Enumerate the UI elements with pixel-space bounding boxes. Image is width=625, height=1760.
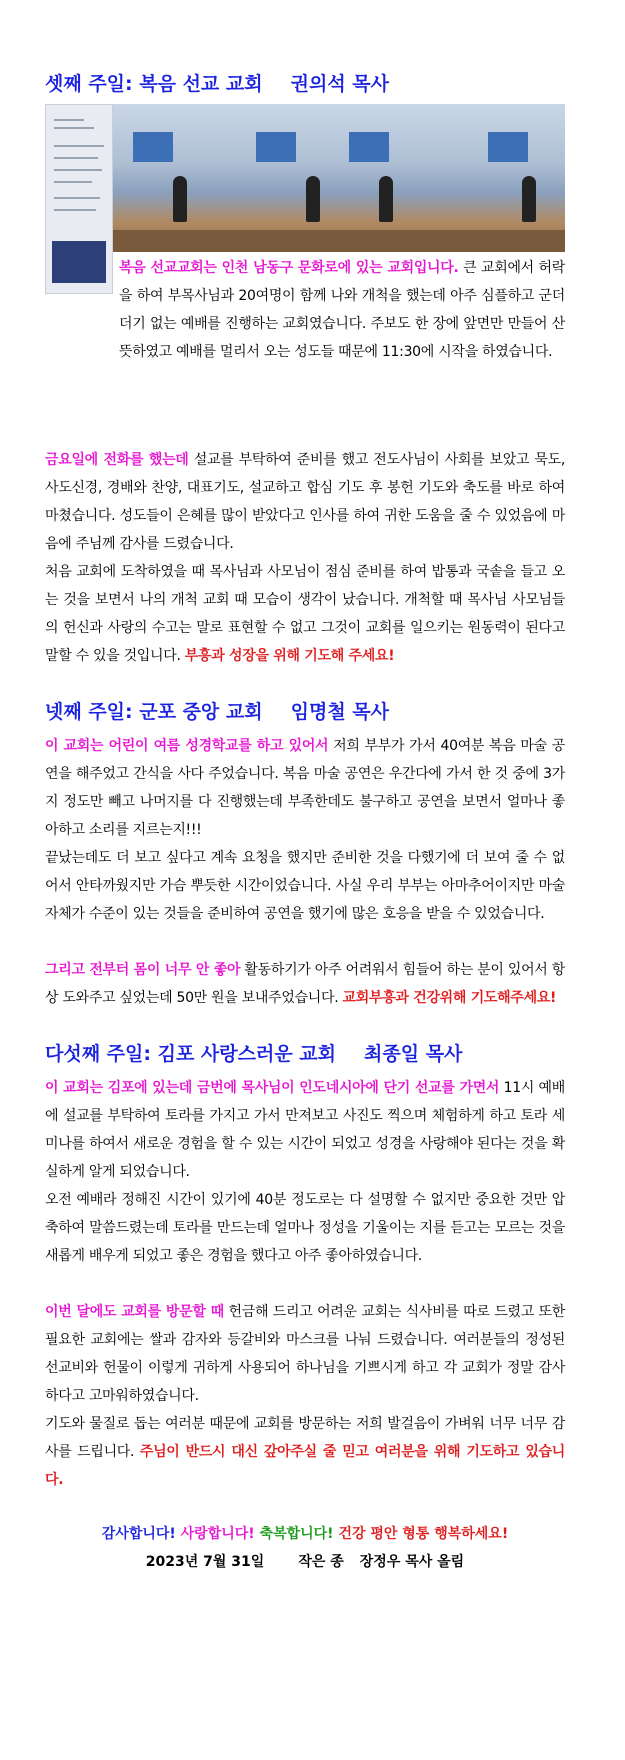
- summary-paragraph-2: 기도와 물질로 돕는 여러분 때문에 교회를 방문하는 저희 발걸음이 가벼워 너무 너무 감사를 드립니다. 주님이 반드시 대신 갚아주실 줄 믿고 여러분을 위해 기도하고 있습니다.: [45, 1416, 565, 1488]
- section3-paragraph-3: 처음 교회에 도착하였을 때 목사님과 사모님이 점심 준비를 하여 밥통과 국솥을 들고 오는 것을 보면서 나의 개척 교회 때 모습이 생각이 났습니다. 개척할 때 목사님 사모님들의 헌신과 사랑의 수고는 말로 표현할 수 없고 그것이 교회를 일으키는 원동력이 된다고 말할 수 있을 것입니다. 부흥과 성장을 위해 기도해 주세요!: [45, 564, 565, 664]
- section3-title: 셋째 주일: 복음 선교 교회: [45, 73, 263, 95]
- closing-signature: [45, 1548, 565, 1576]
- section5-paragraph-2: 오전 예배라 정해진 시간이 있기에 40분 정도로는 다 설명할 수 없지만 중요한 것만 압축하여 말씀드렸는데 토라를 만드는데 얼마나 정성을 기울이는 지를 듣고는 모르는 것을 새롭게 배우게 되었고 좋은 경험을 했다고 아주 좋아하였습니다.: [45, 1192, 565, 1264]
- worship-photo-4: [452, 104, 565, 252]
- section4-title: 넷째 주일: 군포 중앙 교회: [45, 701, 263, 723]
- closing-greeting: 감사합니다! 사랑합니다! 축복합니다! 건강 평안 형통 행복하세요!: [101, 1526, 509, 1542]
- section4-paragraph-2: 끝났는데도 더 보고 싶다고 계속 요청을 했지만 준비한 것을 다했기에 더 보여 줄 수 없어서 안타까웠지만 가슴 뿌듯한 시간이었습니다. 사실 우리 부부는 아마추어이지만 마술 자체가 수준이 있는 것들을 준비하여 공연을 했기에 많은 호응을 받을 수 있었습니다.: [45, 850, 565, 922]
- author-role: 작은 종: [298, 1554, 344, 1570]
- section3-heading: [45, 70, 565, 98]
- section4-paragraph-1: 이 교회는 어린이 여름 성경학교를 하고 있어서 저희 부부가 가서 40여분 복음 마술 공연을 해주었고 간식을 사다 주었습니다. 복음 마술 공연은 우간다에 가서 한 것 중에 3가지 정도만 빼고 나머지를 다 진행했는데 부족한데도 불구하고 공연을 보면서 얼마나 좋아하고 소리를 지르는지!!!: [45, 738, 565, 838]
- worship-photo-1: [113, 104, 226, 252]
- section3-pastor: 권의석 목사: [290, 73, 389, 95]
- section3-paragraph-1: 복음 선교교회는 인천 남동구 문화로에 있는 교회입니다. 큰 교회에서 허락을 하여 부목사님과 20여명이 함께 나와 개척을 했는데 아주 심플하고 군더더기 없는 예배를 진행하는 교회였습니다. 주보도 한 장에 앞면만 만들어 산뜻하였고 예배를 멀리서 오는 성도들 때문에 11:30에 시작을 하였습니다.: [119, 260, 565, 360]
- section3-photos: [45, 104, 565, 360]
- section5-title: 다섯째 주일: 김포 사랑스러운 교회: [45, 1043, 337, 1065]
- section5-pastor: 최종일 목사: [364, 1043, 463, 1065]
- summary-paragraph-1: 이번 달에도 교회를 방문할 때 헌금해 드리고 어려운 교회는 식사비를 따로 드렸고 또한 필요한 교회에는 쌀과 감자와 등갈비와 마스크를 나눠 드렸습니다. 여러분들의 정성된 선교비와 헌물이 이렇게 귀하게 사용되어 하나님을 기쁘시게 하고 각 교회가 정말 감사하다고 고마워하였습니다.: [45, 1304, 565, 1404]
- author-name: 장정우 목사 올림: [359, 1554, 465, 1570]
- section5-heading: [45, 1040, 565, 1068]
- section3-paragraph-2: 금요일에 전화를 했는데 설교를 부탁하여 준비를 했고 전도사님이 사회를 보았고 묵도, 사도신경, 경배와 찬양, 대표기도, 설교하고 합심 기도 후 봉헌 기도와 축도를 바로 하여 마쳤습니다. 성도들이 은혜를 많이 받았다고 인사를 하여 귀한 도움을 줄 수 있었음에 마음에 주님께 감사를 드렸습니다.: [45, 452, 566, 552]
- section5-paragraph-1: 이 교회는 김포에 있는데 금번에 목사님이 인도네시아에 단기 선교를 가면서 11시 예배에 설교를 부탁하여 토라를 가지고 가서 만져보고 사진도 찍으며 체험하게 하고 토라 세미나를 하여서 새로운 경험을 할 수 있는 시간이 되었고 성경을 사랑해야 된다는 것을 확실하게 알게 되었습니다.: [45, 1080, 566, 1180]
- letter-date: 2023년 7월 31일: [145, 1554, 265, 1570]
- worship-photo-3: [339, 104, 452, 252]
- section4-paragraph-3: 그리고 전부터 몸이 너무 안 좋아 활동하기가 아주 어려워서 힘들어 하는 분이 있어서 항상 도와주고 싶었는데 50만 원을 보내주었습니다. 교회부흥과 건강위해 기도해주세요!: [45, 962, 565, 1006]
- section4-pastor: 임명철 목사: [290, 701, 389, 723]
- closing-block: [45, 1520, 565, 1576]
- newsletter-page: [45, 70, 565, 1576]
- section4-heading: [45, 698, 565, 726]
- worship-photo-strip: [113, 104, 565, 252]
- worship-photo-2: [226, 104, 339, 252]
